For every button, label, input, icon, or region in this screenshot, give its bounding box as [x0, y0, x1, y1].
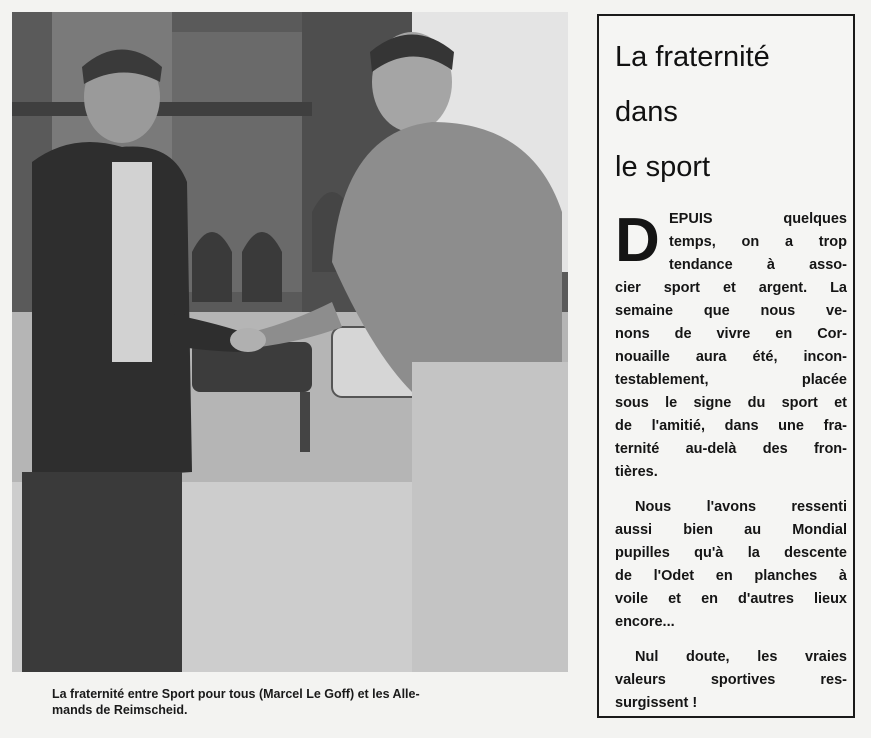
text-line: tières.: [615, 464, 658, 480]
text-line: nons de vivre en Cor-: [615, 326, 847, 342]
headline-line: le sport: [615, 151, 711, 183]
article-box: [597, 14, 855, 718]
text-line: pupilles qu'à la descente: [615, 545, 847, 561]
text-line: surgissent !: [615, 695, 698, 711]
text-line: voile et en d'autres lieux: [615, 591, 847, 607]
text-line: nouaille aura été, incon-: [615, 349, 847, 365]
article-paragraph: [615, 208, 847, 484]
article-paragraph: [615, 646, 847, 715]
text-line: EPUIS quelques: [669, 211, 847, 227]
photo-illustration: [12, 12, 568, 672]
text-line: Nous l'avons ressenti: [635, 499, 847, 515]
text-line: ternité au-delà des fron-: [615, 441, 847, 457]
caption-line: La fraternité entre Sport pour tous (Marcel Le Goff) et les Alle-: [52, 687, 420, 701]
text-line: de l'amitié, dans une fra-: [615, 418, 847, 434]
text-line: sous le signe du sport et: [615, 395, 847, 411]
news-photo-handshake: [12, 12, 568, 672]
text-line: aussi bien au Mondial: [615, 522, 847, 538]
text-line: tendance à asso-: [669, 257, 847, 273]
headline-line: La fraternité: [615, 41, 770, 73]
article-headline: [615, 30, 847, 195]
text-line: valeurs sportives res-: [615, 672, 847, 688]
caption-line: mands de Reimscheid.: [52, 703, 188, 717]
text-line: de l'Odet en planches à: [615, 568, 847, 584]
headline-line: dans: [615, 96, 678, 128]
article-body: [615, 208, 847, 727]
text-line: Nul doute, les vraies: [635, 649, 847, 665]
text-line: testablement, placée: [615, 372, 847, 388]
text-line: encore...: [615, 614, 675, 630]
article-paragraph: [615, 496, 847, 634]
text-line: cier sport et argent. La: [615, 280, 847, 296]
drop-cap: D: [615, 206, 660, 275]
text-line: semaine que nous ve-: [615, 303, 847, 319]
text-line: temps, on a trop: [669, 234, 847, 250]
photo-caption: [52, 686, 572, 718]
